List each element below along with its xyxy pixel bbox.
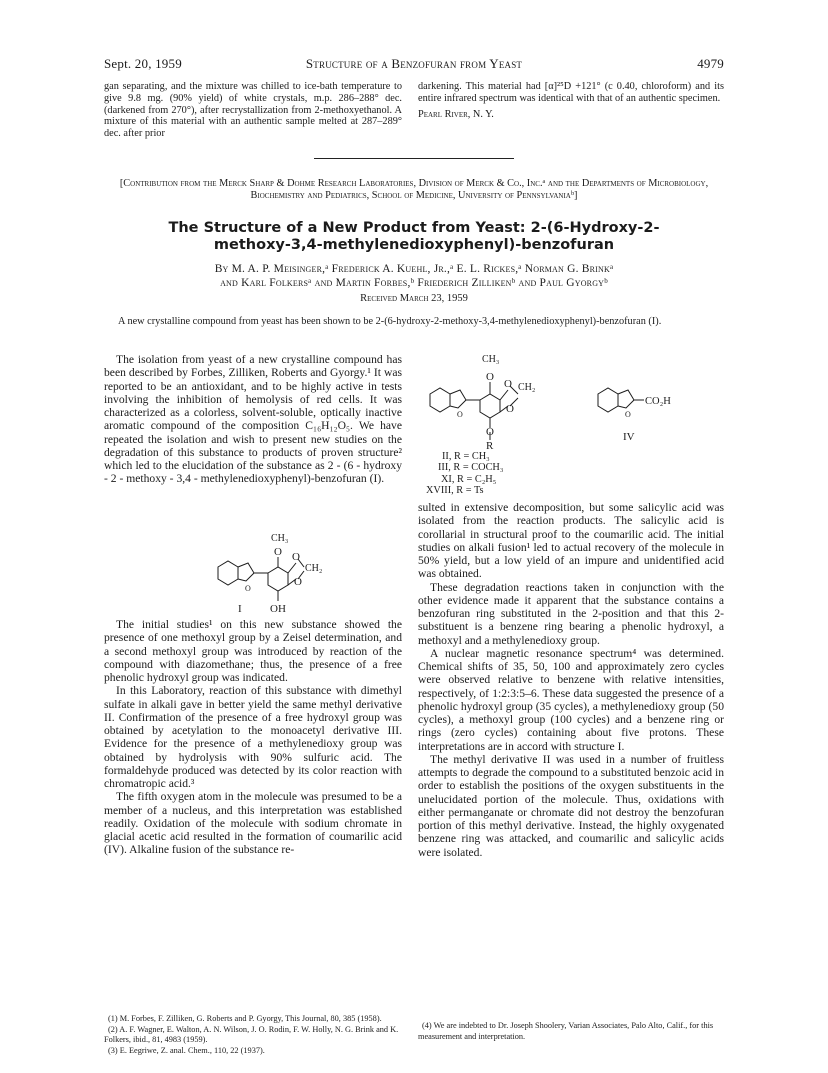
left-para-1: The isolation from yeast of a new crystalline compound has been described by Forbes, Zilliken, Roberts and Gyorgy.¹ It was reported to be an antioxidant, and to be highly active in tests involving the inhibition of hemolysis of red cells. It was characterized as a colorless, solvent-soluble, optically inactive aromatic compound of the composition C₁₆H₁₂O₅. We have repeated the isolation and wish to present new studies on the degradation of this substance to products of proven structure² which led to the elucidation of the substance as 2 - (6 - hydroxy - 2 - methoxy - 3,4 - methylenedioxyphenyl)-benzofuran (I). [104,353,402,486]
struct-i-oh: OH [270,603,286,615]
struct-ii-o-ring: O [457,410,463,419]
struct-i-o-2: O [292,551,300,563]
footnote-1: (1) M. Forbes, F. Zilliken, G. Roberts and P. Gyorgy, This Journal, 80, 385 (1958). [108,1014,382,1023]
struct-ii-r: R [486,440,494,452]
struct-i-o-ring: O [245,584,251,593]
struct-i-ch3: CH₃ [271,533,289,544]
footnotes-left [104,1014,402,1056]
prev-article-right-text: darkening. This material had [α]²⁵D +121° (c 0.40, chloroform) and its entire infrared spectrum was identical with that of an authentic specimen. [418,81,724,104]
abstract [118,316,712,328]
structures-II-IV-diagram [420,350,720,460]
r-item-ii: II, R = CH₃ [442,451,490,462]
r-item-iii: III, R = COCH₃ [438,462,504,474]
left-column-bottom [104,618,402,857]
footnote-4: (4) We are indebted to Dr. Joseph Shoolery, Varian Associates, Palo Alto, Calif., for this measurement and interpretation. [418,1021,714,1041]
title-line-1: The Structure of a New Product from Yeast: 2-(6-Hydroxy-2- [168,220,660,236]
running-title: Structure of a Benzofuran from Yeast [305,56,523,71]
r-group-list [426,451,503,496]
prev-article-left [104,81,402,140]
article-title [104,220,724,254]
structure-I-diagram [210,533,330,615]
r-item-xi: XI, R = C₂H₅ [441,473,497,485]
authors-line-2: and Karl Folkersᵃ and Martin Forbes,ᵇ Friederich Zillikenᵇ and Paul Gyorgyᵇ [220,277,608,289]
left-para-2: The initial studies¹ on this new substance showed the presence of one methoxyl group by a Zeisel determination, and a second methoxyl group was introduced by reaction of the compound with diazomethane; thus, the presence of a free phenolic hydroxyl group was indicated. [104,618,402,684]
struct-ii-o-3: O [506,403,514,415]
prev-article-left-text: gan separating, and the mixture was chilled to ice-bath temperature to give 9.8 mg. (90% yield) of white crystals, m.p. 286–288° dec. (darkened from 270°), after recrystallization from 2-methoxyethanol. A mixture of this material with an authentic sample melted at 287–289° dec. after prior [104,81,402,140]
title-line-2: methoxy-3,4-methylenedioxyphenyl)-benzofuran [213,237,615,253]
header-date: Sept. 20, 1959 [104,56,182,71]
struct-iv-label: IV [623,431,635,443]
struct-i-o-1: O [274,546,282,558]
left-column-top [104,353,402,486]
abstract-text: A new crystalline compound from yeast has been shown to be 2-(6-hydroxy-2-methoxy-3,4-methylenedioxyphenyl)-benzofuran (I). [118,316,662,327]
struct-i-label: I [238,603,242,615]
right-para-1: sulted in extensive decomposition, but some salicylic acid was isolated from the reaction products. The salicylic acid is corollarial in structural proof to the coumarilic acid. The initial studies on alkali fusion¹ led to actual recovery of the molecule in 50% yield, but a low yield of an impure and unidentified acid was obtained. [418,501,724,581]
struct-ii-o-4: O [486,426,494,438]
right-para-4: The methyl derivative II was used in a number of fruitless attempts to degrade the compound to a substituted benzoic acid in order to establish the positions of the oxygen substituents in the unelucidated portion of the molecule. Thus, oxidations with either permanganate or chromate did not destroy the benzofuran portion of this methyl derivative. Instead, the highly oxygenated benzene ring was attacked, and coumarilic and salicylic acids were isolated. [418,752,724,859]
left-para-3: In this Laboratory, reaction of this substance with dimethyl sulfate in alkali gave in better yield the same methyl derivative II. Confirmation of the presence of a free hydroxyl group was obtained by acetylation to the monoacetyl derivative III. Evidence for the presence of a methylenedioxy group was obtained by hydrolysis with 90% sulfuric acid. The formaldehyde produced was detected by its color reaction with chromatropic acid.³ [104,684,402,790]
right-para-3: A nuclear magnetic resonance spectrum⁴ was determined. Chemical shifts of 35, 50, 100 and approximately zero cycles were observed relative to benzene with relative intensities, respectively, of 1:2:3:5–6. These data suggested the presence of a phenolic hydroxyl group (35 cycles), a methylenedioxy group (50 cycles), a methoxyl group (100 cycles) and a benzene ring or rings (zero cycles) containing about five protons. These interpretations are in accord with structure I. [418,646,724,753]
separator-rule [314,158,514,159]
left-para-4: The fifth oxygen atom in the molecule was presumed to be a member of a nucleus, and this interpretation was established readily. Oxidation of the molecule with sodium chromate in glacial acetic acid resulted in the formation of coumarilic acid (IV). Alkaline fusion of the substance re- [104,790,402,857]
received-date: Received March 23, 1959 [360,293,468,304]
struct-i-ch2: CH₂ [305,563,323,574]
page-number: 4979 [697,56,724,71]
right-para-2: These degradation reactions taken in conjunction with the other evidence made it apparent that the substance contains a benzofuran ring substituted in the 2-position and that this 2-substituent is a benzene ring bearing a phenolic hydroxyl, a methoxyl and a methylenedioxy group. [418,580,724,647]
struct-i-o-3: O [294,576,302,588]
authors-line-1: By M. A. P. Meisinger,ᵃ Frederick A. Kuehl, Jr.,ᵃ E. L. Rickes,ᵃ Norman G. Brinkᵃ [214,263,614,275]
footnote-2: (2) A. F. Wagner, E. Walton, A. N. Wilson, J. O. Rodin, F. W. Holly, N. G. Brink and K. Folkers, ibid., 81, 4983 (1959). [104,1024,399,1044]
footnotes-right [418,1021,724,1042]
footnote-3: (3) E. Eegriwe, Z. anal. Chem., 110, 22 (1937). [108,1045,265,1055]
struct-iv-co2h: CO₂H [645,396,671,407]
r-item-xviii: XVIII, R = Ts [426,484,484,496]
struct-ii-o-1: O [486,371,494,383]
struct-iv-o-ring: O [625,410,631,419]
prev-article-right [418,81,724,120]
authors [104,262,724,290]
struct-ii-o-2: O [504,378,512,390]
prev-article-location: Pearl River, N. Y. [418,108,494,120]
right-column [418,501,724,859]
contribution-note: [Contribution from the Merck Sharp & Dohme Research Laboratories, Division of Merck & Co., Inc.ᵃ and the Departments of Microbiology, Biochemistry and Pediatrics, School of Medicine, University of Pennsylvaniaᵇ] [119,178,709,202]
struct-ii-ch2: CH₂ [518,382,536,393]
struct-ii-ch3: CH₃ [482,354,500,365]
